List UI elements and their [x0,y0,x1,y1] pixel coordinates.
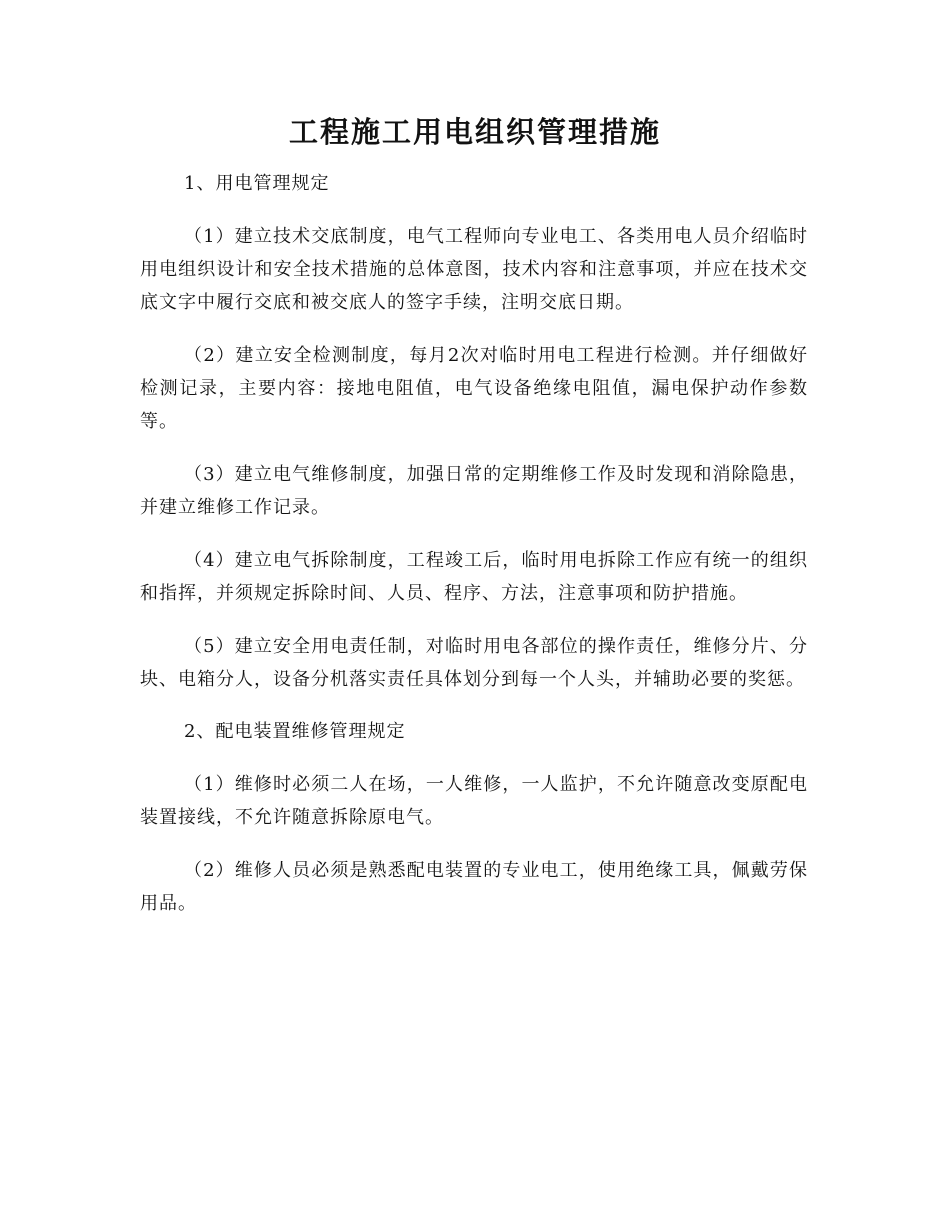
paragraph: （3）建立电气维修制度，加强日常的定期维修工作及时发现和消除隐患，并建立维修工作记录。 [140,464,808,518]
paragraph: （1）建立技术交底制度，电气工程师向专业电工、各类用电人员介绍临时用电组织设计和安全技术措施的总体意图，技术内容和注意事项，并应在技术交底文字中履行交底和被交底人的签字手续，注明交底日期。 [140,226,808,313]
paragraph: （4）建立电气拆除制度，工程竣工后，临时用电拆除工作应有统一的组织和指挥，并须规定拆除时间、人员、程序、方法，注意事项和防护措施。 [140,550,808,604]
paragraph: （5）建立安全用电责任制，对临时用电各部位的操作责任，维修分片、分块、电箱分人，设备分机落实责任具体划分到每一个人头，并辅助必要的奖惩。 [140,636,808,690]
paragraph: （2）维修人员必须是熟悉配电装置的专业电工，使用绝缘工具，佩戴劳保用品。 [140,860,808,914]
section-heading: 1、用电管理规定 [184,173,330,194]
paragraph: （2）建立安全检测制度，每月2次对临时用电工程进行检测。并仔细做好检测记录，主要内容：接地电阻值，电气设备绝缘电阻值，漏电保护动作参数等。 [140,345,808,432]
section-heading: 2、配电装置维修管理规定 [184,721,406,742]
paragraph: （1）维修时必须二人在场，一人维修，一人监护，不允许随意改变原配电装置接线，不允许随意拆除原电气。 [140,774,808,828]
document-title: 工程施工用电组织管理措施 [288,115,661,149]
document-body [140,168,808,940]
